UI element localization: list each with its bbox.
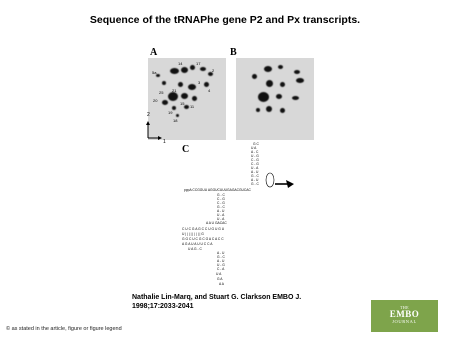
svg-text:A - U: A - U <box>217 259 225 263</box>
svg-text:A - U: A - U <box>217 251 225 255</box>
spot-label: 19 <box>168 110 173 115</box>
logo-line-journal: JOURNAL <box>392 319 417 324</box>
panel-a-label: A <box>150 47 158 58</box>
logo-line-embo: EMBO <box>389 309 420 319</box>
svg-text:G A: G A <box>217 277 223 281</box>
spot-label: 5a <box>152 70 157 75</box>
svg-text:A A U GACAC: A A U GACAC <box>206 221 227 225</box>
svg-text:U A G - C: U A G - C <box>188 247 202 251</box>
svg-text:C - G: C - G <box>251 162 259 166</box>
svg-text:G - C: G - C <box>217 193 225 197</box>
slide-title: Sequence of the tRNAPhe gene P2 and Px transcripts. <box>89 14 361 26</box>
svg-text:C - G: C - G <box>217 201 225 205</box>
svg-text:A A: A A <box>219 282 224 286</box>
svg-text:C - G: C - G <box>217 197 225 201</box>
spot-label: 21 <box>172 88 177 93</box>
logo-line-the: THE <box>400 305 409 310</box>
svg-text:A - U: A - U <box>251 170 259 174</box>
spot-label: 20 <box>153 98 158 103</box>
svg-text:A - C: A - C <box>251 150 259 154</box>
svg-text:U - A: U - A <box>217 217 225 221</box>
svg-text:G - C: G - C <box>217 255 225 259</box>
citation-authors: Nathalie Lin-Marq, and Stuart G. Clarkson EMBO J. <box>132 294 302 301</box>
svg-text:G G C U C G C G: G G C U C G C G A C A C C <box>182 237 224 241</box>
panel-b-gel <box>236 58 314 140</box>
spot-label: 17 <box>196 61 201 66</box>
panel-b-label: B <box>230 47 237 58</box>
svg-text:U - A: U - A <box>251 166 259 170</box>
citation-reference: 1998;17:2033-2041 <box>132 303 194 310</box>
svg-text:U - A: U - A <box>217 213 225 217</box>
svg-text:G - C: G - C <box>251 174 259 178</box>
spot-label: 14 <box>178 61 183 66</box>
svg-text:U | | | |: U | | | | | | | | | G <box>182 232 204 236</box>
spot-label: 11 <box>190 104 195 109</box>
spot-label: 25 <box>159 90 164 95</box>
svg-text:A - U: A - U <box>251 178 259 182</box>
svg-text:G - C: G - C <box>251 182 259 186</box>
svg-text:C - A: C - A <box>217 267 225 271</box>
svg-text:U A: U A <box>216 272 222 276</box>
svg-text:G C: G C <box>253 142 259 146</box>
citation <box>132 293 347 311</box>
embo-journal-logo <box>371 300 438 332</box>
svg-text:G - C: G - C <box>217 205 225 209</box>
copyright-notice: © as stated in the article, figure or figure legend <box>6 326 122 332</box>
spot-label: 18 <box>173 118 178 123</box>
axis-2-label: 2 <box>147 112 150 118</box>
panel-c-label: C <box>182 144 190 155</box>
svg-text:U - G: U - G <box>217 263 225 267</box>
svg-text:C U C G A G C C: C U C G A G C C U G U G U <box>182 227 225 231</box>
spot-label: 4 <box>208 88 211 93</box>
svg-text:A - U: A - U <box>217 209 225 213</box>
svg-text:A G A U A: A G A U A U U C C A <box>182 242 213 246</box>
spot-label: 3 <box>198 80 201 85</box>
axis-1-label: 1 <box>163 139 166 145</box>
trna-secondary-structure <box>180 138 300 298</box>
svg-text:C - G: C - G <box>251 158 259 162</box>
svg-text:U - G: U - G <box>251 154 259 158</box>
spot-label: 15 <box>180 101 185 106</box>
spot-label: 2 <box>212 68 215 73</box>
svg-text:pppA CCGGUU AGGUCUUUGAGACGUC: pppA CCGGUU AGGUCUUUGAGACGUCAC <box>184 188 251 192</box>
svg-text:U A: U A <box>251 146 257 150</box>
